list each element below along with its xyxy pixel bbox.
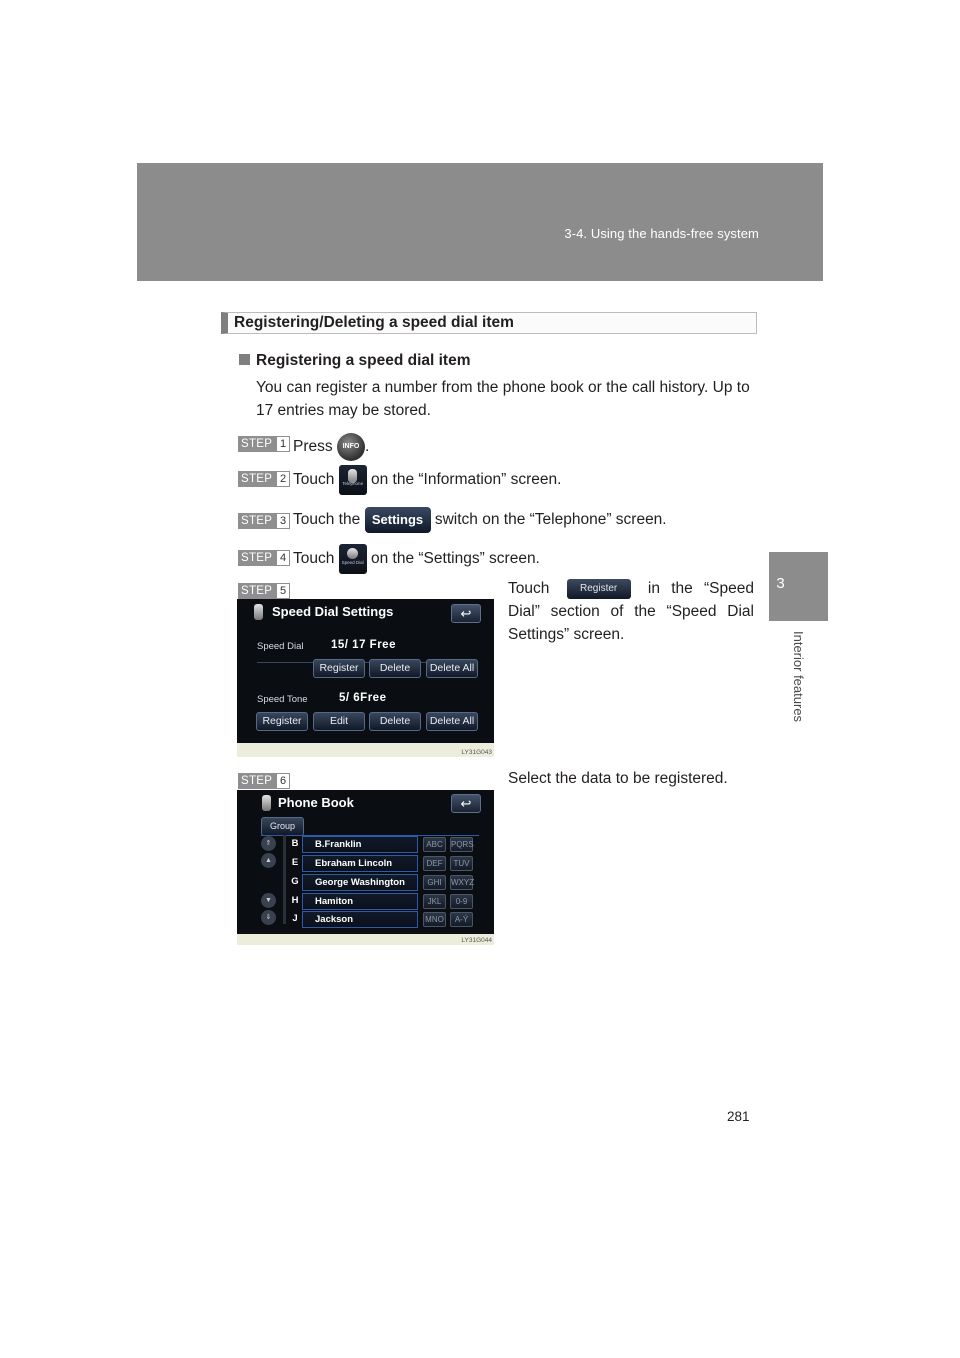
- step-4-text: Touch Speed Dial on the “Settings” screen.: [293, 544, 540, 574]
- index-key: GHI: [423, 875, 446, 890]
- step-label-3: STEP 3: [238, 513, 290, 529]
- index-letter: J: [292, 913, 298, 924]
- index-letter: H: [291, 895, 299, 906]
- image-code: LY31G043: [461, 749, 492, 756]
- index-key: DEF: [423, 856, 446, 871]
- delete-all-button: Delete All: [426, 712, 478, 731]
- step-1-text: Press INFO .: [293, 433, 369, 461]
- phone-icon: [262, 795, 271, 811]
- speed-dial-settings-screenshot: [237, 599, 494, 757]
- page-down-icon: ⇓: [261, 910, 276, 925]
- page-number: 281: [727, 1109, 750, 1124]
- index-letter: B: [291, 838, 299, 849]
- contact-row: Jackson: [302, 911, 418, 928]
- chapter-label: Interior features: [791, 631, 806, 723]
- step-label-2: STEP 2: [238, 471, 290, 487]
- index-key: ABC: [423, 837, 446, 852]
- group-tab: Group: [261, 817, 304, 836]
- step-3-text: Touch the Settings switch on the “Telephone” screen.: [293, 507, 667, 533]
- speed-tone-label: Speed Tone: [257, 694, 308, 705]
- step-6-text: Select the data to be registered.: [508, 770, 728, 787]
- delete-all-button: Delete All: [426, 659, 478, 678]
- header-band: [137, 163, 823, 281]
- step-2-text: Touch Telephone on the “Information” screen.: [293, 465, 561, 495]
- contact-row: Hamiton: [302, 893, 418, 910]
- speed-dial-icon: Speed Dial: [339, 544, 367, 574]
- register-button-icon: Register: [567, 579, 631, 599]
- scroll-up-icon: ▲: [261, 853, 276, 868]
- scroll-down-icon: ▼: [261, 893, 276, 908]
- delete-button: Delete: [369, 659, 421, 678]
- step-label-1: STEP 1: [238, 436, 290, 452]
- back-button: ↩: [451, 604, 481, 623]
- back-button: ↩: [451, 794, 481, 813]
- speed-tone-count: 5/ 6Free: [339, 692, 387, 704]
- scrollbar-track: [283, 835, 286, 924]
- register-button: Register: [313, 659, 365, 678]
- telephone-icon: Telephone: [339, 465, 367, 495]
- intro-paragraph: You can register a number from the phone book or the call history. Up to 17 entries may be stored.: [256, 379, 750, 419]
- index-key: JKL: [423, 894, 446, 909]
- contact-row: Ebraham Lincoln: [302, 855, 418, 872]
- speed-dial-label: Speed Dial: [257, 641, 304, 652]
- delete-button: Delete: [369, 712, 421, 731]
- index-letter: G: [291, 876, 299, 887]
- step-label-6: STEP 6: [238, 773, 290, 789]
- index-letter: E: [291, 857, 299, 868]
- index-key: A-Ý: [450, 912, 473, 927]
- index-key: PQRS: [450, 837, 473, 852]
- index-key: TUV: [450, 856, 473, 871]
- step-5-text: Touch Register in the “Speed Dial” section of the “Speed Dial Settings” screen.: [508, 580, 755, 643]
- image-code: LY31G044: [461, 937, 492, 944]
- page-up-icon: ⇑: [261, 836, 276, 851]
- screen-title: Phone Book: [278, 795, 354, 810]
- step-label-4: STEP 4: [238, 550, 290, 566]
- screen-title: Speed Dial Settings: [272, 604, 394, 619]
- caption-strip: [237, 743, 494, 757]
- index-key: MNO: [423, 912, 446, 927]
- bullet-square-icon: [239, 354, 250, 365]
- step-label-5: STEP 5: [238, 583, 290, 599]
- chapter-number: 3: [776, 575, 785, 592]
- subsection-heading: Registering a speed dial item: [239, 352, 470, 370]
- index-key: 0-9: [450, 894, 473, 909]
- phone-icon: [254, 604, 263, 620]
- info-button-icon: INFO: [337, 433, 365, 461]
- caption-strip: [237, 934, 494, 945]
- index-key: WXYZ: [450, 875, 473, 890]
- section-heading: Registering/Deleting a speed dial item: [221, 312, 757, 334]
- contact-row: George Washington: [302, 874, 418, 891]
- edit-button: Edit: [313, 712, 365, 731]
- header-section-title: 3-4. Using the hands-free system: [564, 226, 759, 241]
- speed-dial-count: 15/ 17 Free: [331, 639, 396, 651]
- register-button: Register: [256, 712, 308, 731]
- phone-book-screenshot: [237, 790, 494, 945]
- settings-switch-icon: Settings: [365, 507, 431, 533]
- contact-row: B.Franklin: [302, 836, 418, 853]
